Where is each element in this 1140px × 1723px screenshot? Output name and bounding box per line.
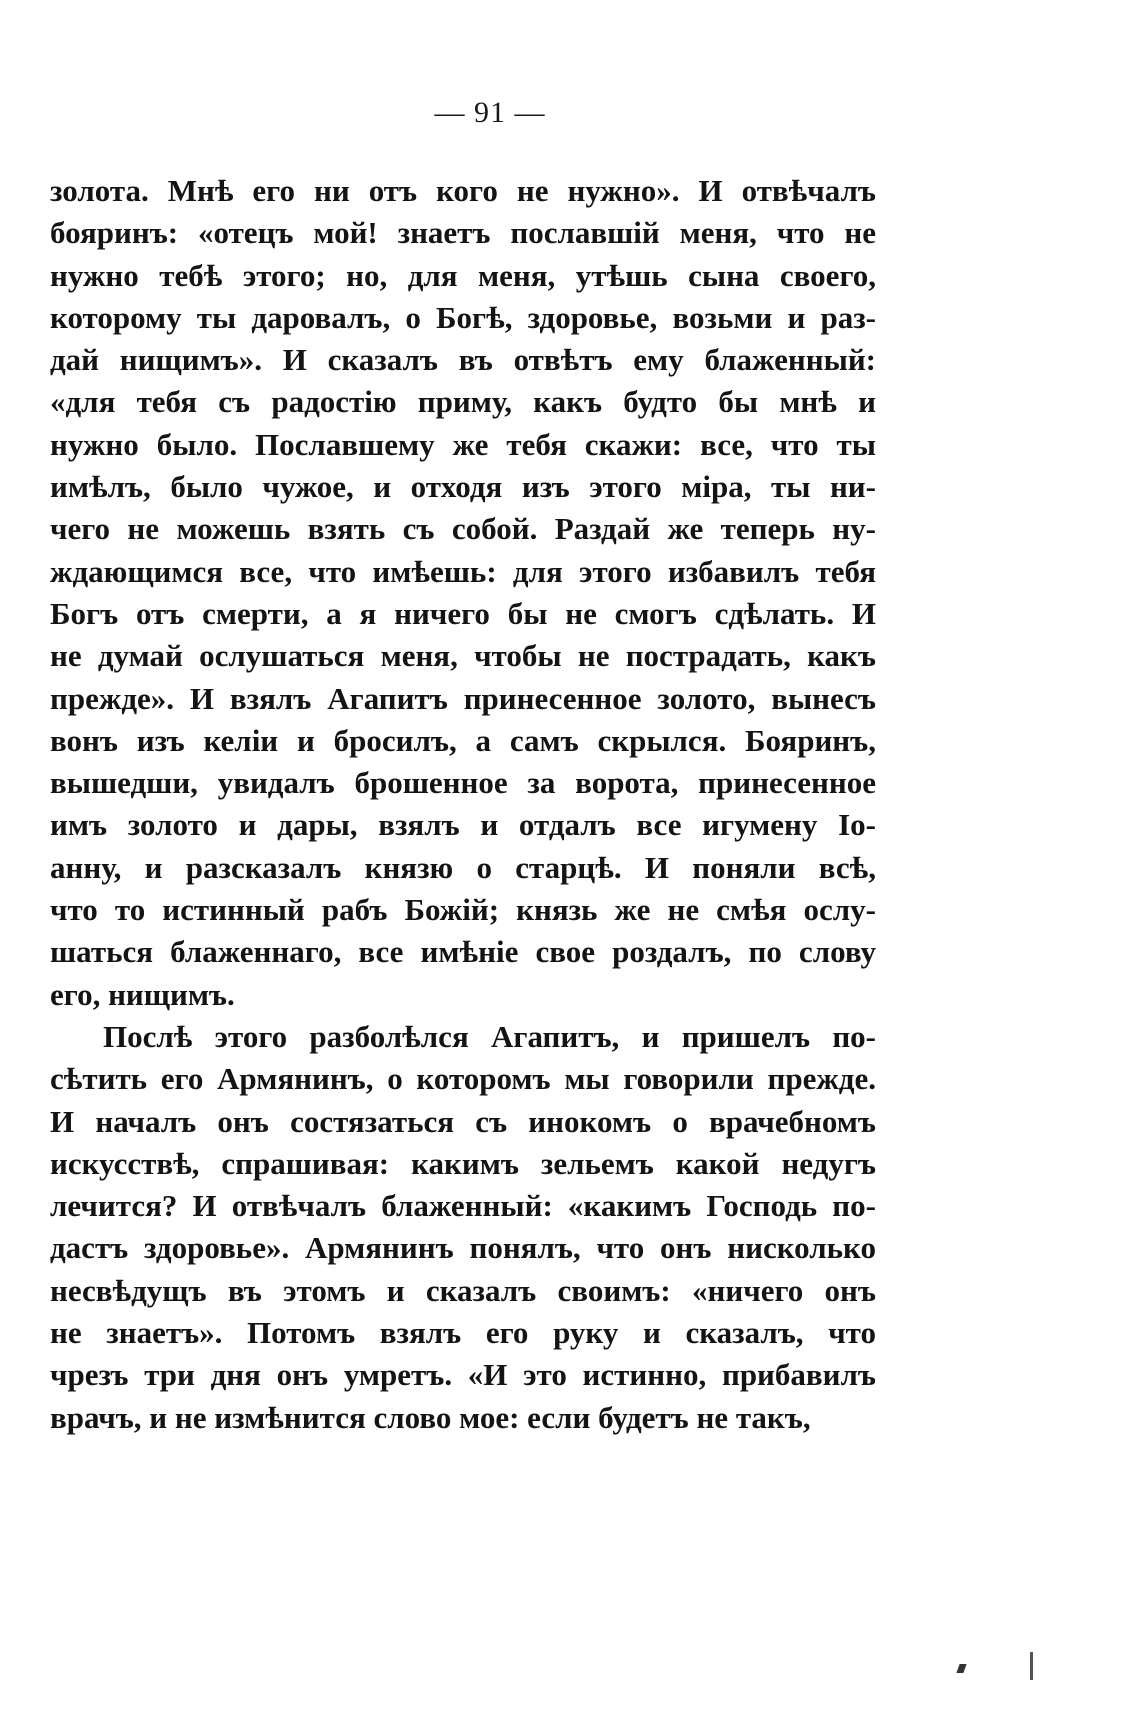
text-line: не знаетъ». Потомъ взялъ его руку и сказалъ, что bbox=[50, 1315, 876, 1351]
text-line: вышедши, увидалъ брошенное за ворота, принесенное bbox=[50, 765, 876, 801]
text-line: дай нищимъ». И сказалъ въ отвѣтъ ему блаженный: bbox=[50, 342, 876, 378]
text-line: искусствѣ, спрашивая: какимъ зельемъ какой недугъ bbox=[50, 1145, 876, 1181]
text-line: золота. Мнѣ его ни отъ кого не нужно». И отвѣчалъ bbox=[50, 173, 876, 208]
paragraph-1 bbox=[50, 170, 876, 1016]
paragraph-2 bbox=[50, 1016, 876, 1439]
text-line: сѣтить его Армянинъ, о которомъ мы говорили прежде. bbox=[50, 1061, 876, 1097]
text-line: ждающимся все, что имѣешь: для этого избавилъ тебя bbox=[50, 553, 876, 589]
text-line: дастъ здоровье». Армянинъ понялъ, что онъ нисколько bbox=[50, 1230, 876, 1266]
text-line: шаться блаженнаго, все имѣніе свое роздалъ, по слову bbox=[50, 934, 876, 970]
text-line: «для тебя съ радостію приму, какъ будто бы мнѣ и bbox=[50, 384, 876, 420]
scan-edge-mark bbox=[1030, 1652, 1033, 1680]
text-line: нужно тебѣ этого; но, для меня, утѣшь сына своего, bbox=[50, 257, 876, 293]
text-line: Послѣ этого разболѣлся Агапитъ, и пришелъ по- bbox=[103, 1018, 876, 1054]
text-line: несвѣдущъ въ этомъ и сказалъ своимъ: «ничего онъ bbox=[50, 1272, 876, 1308]
text-line: его, нищимъ. bbox=[50, 976, 235, 1012]
text-line: Богъ отъ смерти, а я ничего бы не смогъ сдѣлать. И bbox=[50, 595, 876, 631]
text-line: чего не можешь взять съ собой. Раздай же теперь ну- bbox=[50, 511, 876, 547]
scan-mark bbox=[956, 1664, 966, 1673]
text-line: чрезъ три дня онъ умретъ. «И это истинно, прибавилъ bbox=[50, 1357, 876, 1393]
text-line: которому ты даровалъ, о Богѣ, здоровье, возьми и раз- bbox=[50, 299, 876, 335]
text-line: имѣлъ, было чужое, и отходя изъ этого міра, ты ни- bbox=[50, 469, 876, 505]
text-line: И началъ онъ состязаться съ инокомъ о врачебномъ bbox=[50, 1103, 876, 1139]
text-line: анну, и разсказалъ князю о старцѣ. И поняли всѣ, bbox=[50, 849, 876, 885]
text-line: что то истинный рабъ Божій; князь же не смѣя ослу- bbox=[50, 892, 876, 928]
text-line: бояринъ: «отецъ мой! знаетъ пославшій меня, что не bbox=[50, 215, 876, 251]
text-line: нужно было. Пославшему же тебя скажи: все, что ты bbox=[50, 426, 876, 462]
body-text bbox=[50, 170, 876, 1439]
text-line: лечится? И отвѣчалъ блаженный: «какимъ Господь по- bbox=[50, 1188, 876, 1224]
text-line: не думай ослушаться меня, чтобы не пострадать, какъ bbox=[50, 638, 876, 674]
text-line: врачъ, и не измѣнится слово мое: если будетъ не такъ, bbox=[50, 1399, 811, 1435]
page-number: — 91 — bbox=[434, 96, 546, 129]
text-line: вонъ изъ келіи и бросилъ, а самъ скрылся. Бояринъ, bbox=[50, 722, 876, 758]
text-line: прежде». И взялъ Агапитъ принесенное золото, вынесъ bbox=[50, 680, 876, 716]
text-line: имъ золото и дары, взялъ и отдалъ все игумену Іо- bbox=[50, 807, 876, 843]
